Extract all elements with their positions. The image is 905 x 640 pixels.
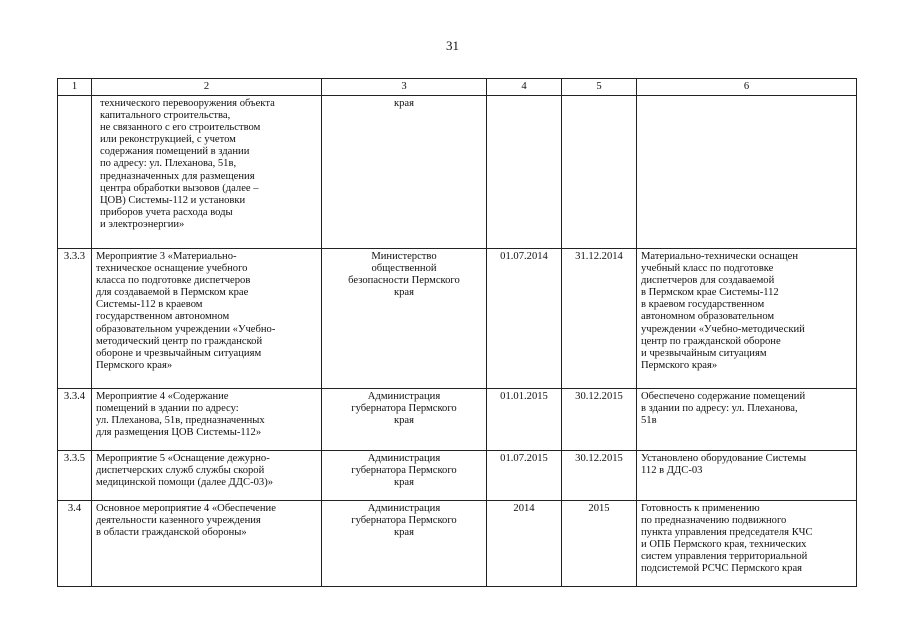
- expected-result: Готовность к применению по предназначению подвижного пункта управления председателя КЧС и ОПБ Пермского края, технических систем управления территориальной подсистемой РСЧС Пермского края: [637, 501, 857, 587]
- table-row: [58, 451, 857, 501]
- measure-description: Основное мероприятие 4 «Обеспечение деятельности казенного учреждения в области гражданской обороны»: [92, 501, 322, 587]
- measure-description: Мероприятие 4 «Содержание помещений в здании по адресу: ул. Плеханова, 51в, предназначенных для размещения ЦОВ Системы-112»: [92, 389, 322, 451]
- column-header-2: 2: [92, 79, 322, 96]
- start-date: 01.07.2014: [487, 249, 562, 389]
- table-row: [58, 96, 857, 249]
- start-date: 01.01.2015: [487, 389, 562, 451]
- measure-description: Мероприятие 5 «Оснащение дежурно- диспетчерских служб службы скорой медицинской помощи (далее ДДС-03)»: [92, 451, 322, 501]
- end-date: 30.12.2015: [562, 389, 637, 451]
- column-header-1: 1: [58, 79, 92, 96]
- executor: Министерство общественной безопасности Пермского края: [322, 249, 487, 389]
- header-row: [58, 79, 857, 96]
- measures-table: [57, 78, 857, 587]
- row-number: 3.4: [58, 501, 92, 587]
- row-number: 3.3.5: [58, 451, 92, 501]
- executor: Администрация губернатора Пермского края: [322, 501, 487, 587]
- expected-result: Установлено оборудование Системы 112 в ДДС-03: [637, 451, 857, 501]
- column-header-6: 6: [637, 79, 857, 96]
- end-date: 30.12.2015: [562, 451, 637, 501]
- start-date: 2014: [487, 501, 562, 587]
- table-row: [58, 501, 857, 587]
- executor: Администрация губернатора Пермского края: [322, 451, 487, 501]
- page-number: 31: [446, 38, 459, 53]
- row-number: [58, 96, 92, 249]
- measure-description: Мероприятие 3 «Материально- техническое оснащение учебного класса по подготовке диспетчеров для создаваемой в Пермском крае Системы-112 в краевом государственном автономном образовательном учреждении «Учебно- методический центр по гражданской обороне и чрезвычайным ситуациям Пермского края»: [92, 249, 322, 389]
- table-row: [58, 389, 857, 451]
- expected-result: Обеспечено содержание помещений в здании по адресу: ул. Плеханова, 51в: [637, 389, 857, 451]
- column-header-5: 5: [562, 79, 637, 96]
- table-row: [58, 249, 857, 389]
- end-date: 2015: [562, 501, 637, 587]
- row-number: 3.3.3: [58, 249, 92, 389]
- expected-result: [637, 96, 857, 249]
- executor: края: [322, 96, 487, 249]
- expected-result: Материально-технически оснащен учебный класс по подготовке диспетчеров для создаваемой в Пермском крае Системы-112 в краевом государственном автономном образовательном учреждении «Учебно-методический центр по гражданской обороне и чрезвычайным ситуациям Пермского края»: [637, 249, 857, 389]
- column-header-4: 4: [487, 79, 562, 96]
- column-header-3: 3: [322, 79, 487, 96]
- end-date: 31.12.2014: [562, 249, 637, 389]
- end-date: [562, 96, 637, 249]
- start-date: 01.07.2015: [487, 451, 562, 501]
- start-date: [487, 96, 562, 249]
- row-number: 3.3.4: [58, 389, 92, 451]
- executor: Администрация губернатора Пермского края: [322, 389, 487, 451]
- measure-description: технического перевооружения объекта капитального строительства, не связанного с его строительством или реконструкцией, с учетом содержания помещений в здании по адресу: ул. Плеханова, 51в, предназначенных для размещения центра обработки вызовов (далее – ЦОВ) Системы-112 и установки приборов учета расхода воды и электроэнергии»: [92, 96, 322, 249]
